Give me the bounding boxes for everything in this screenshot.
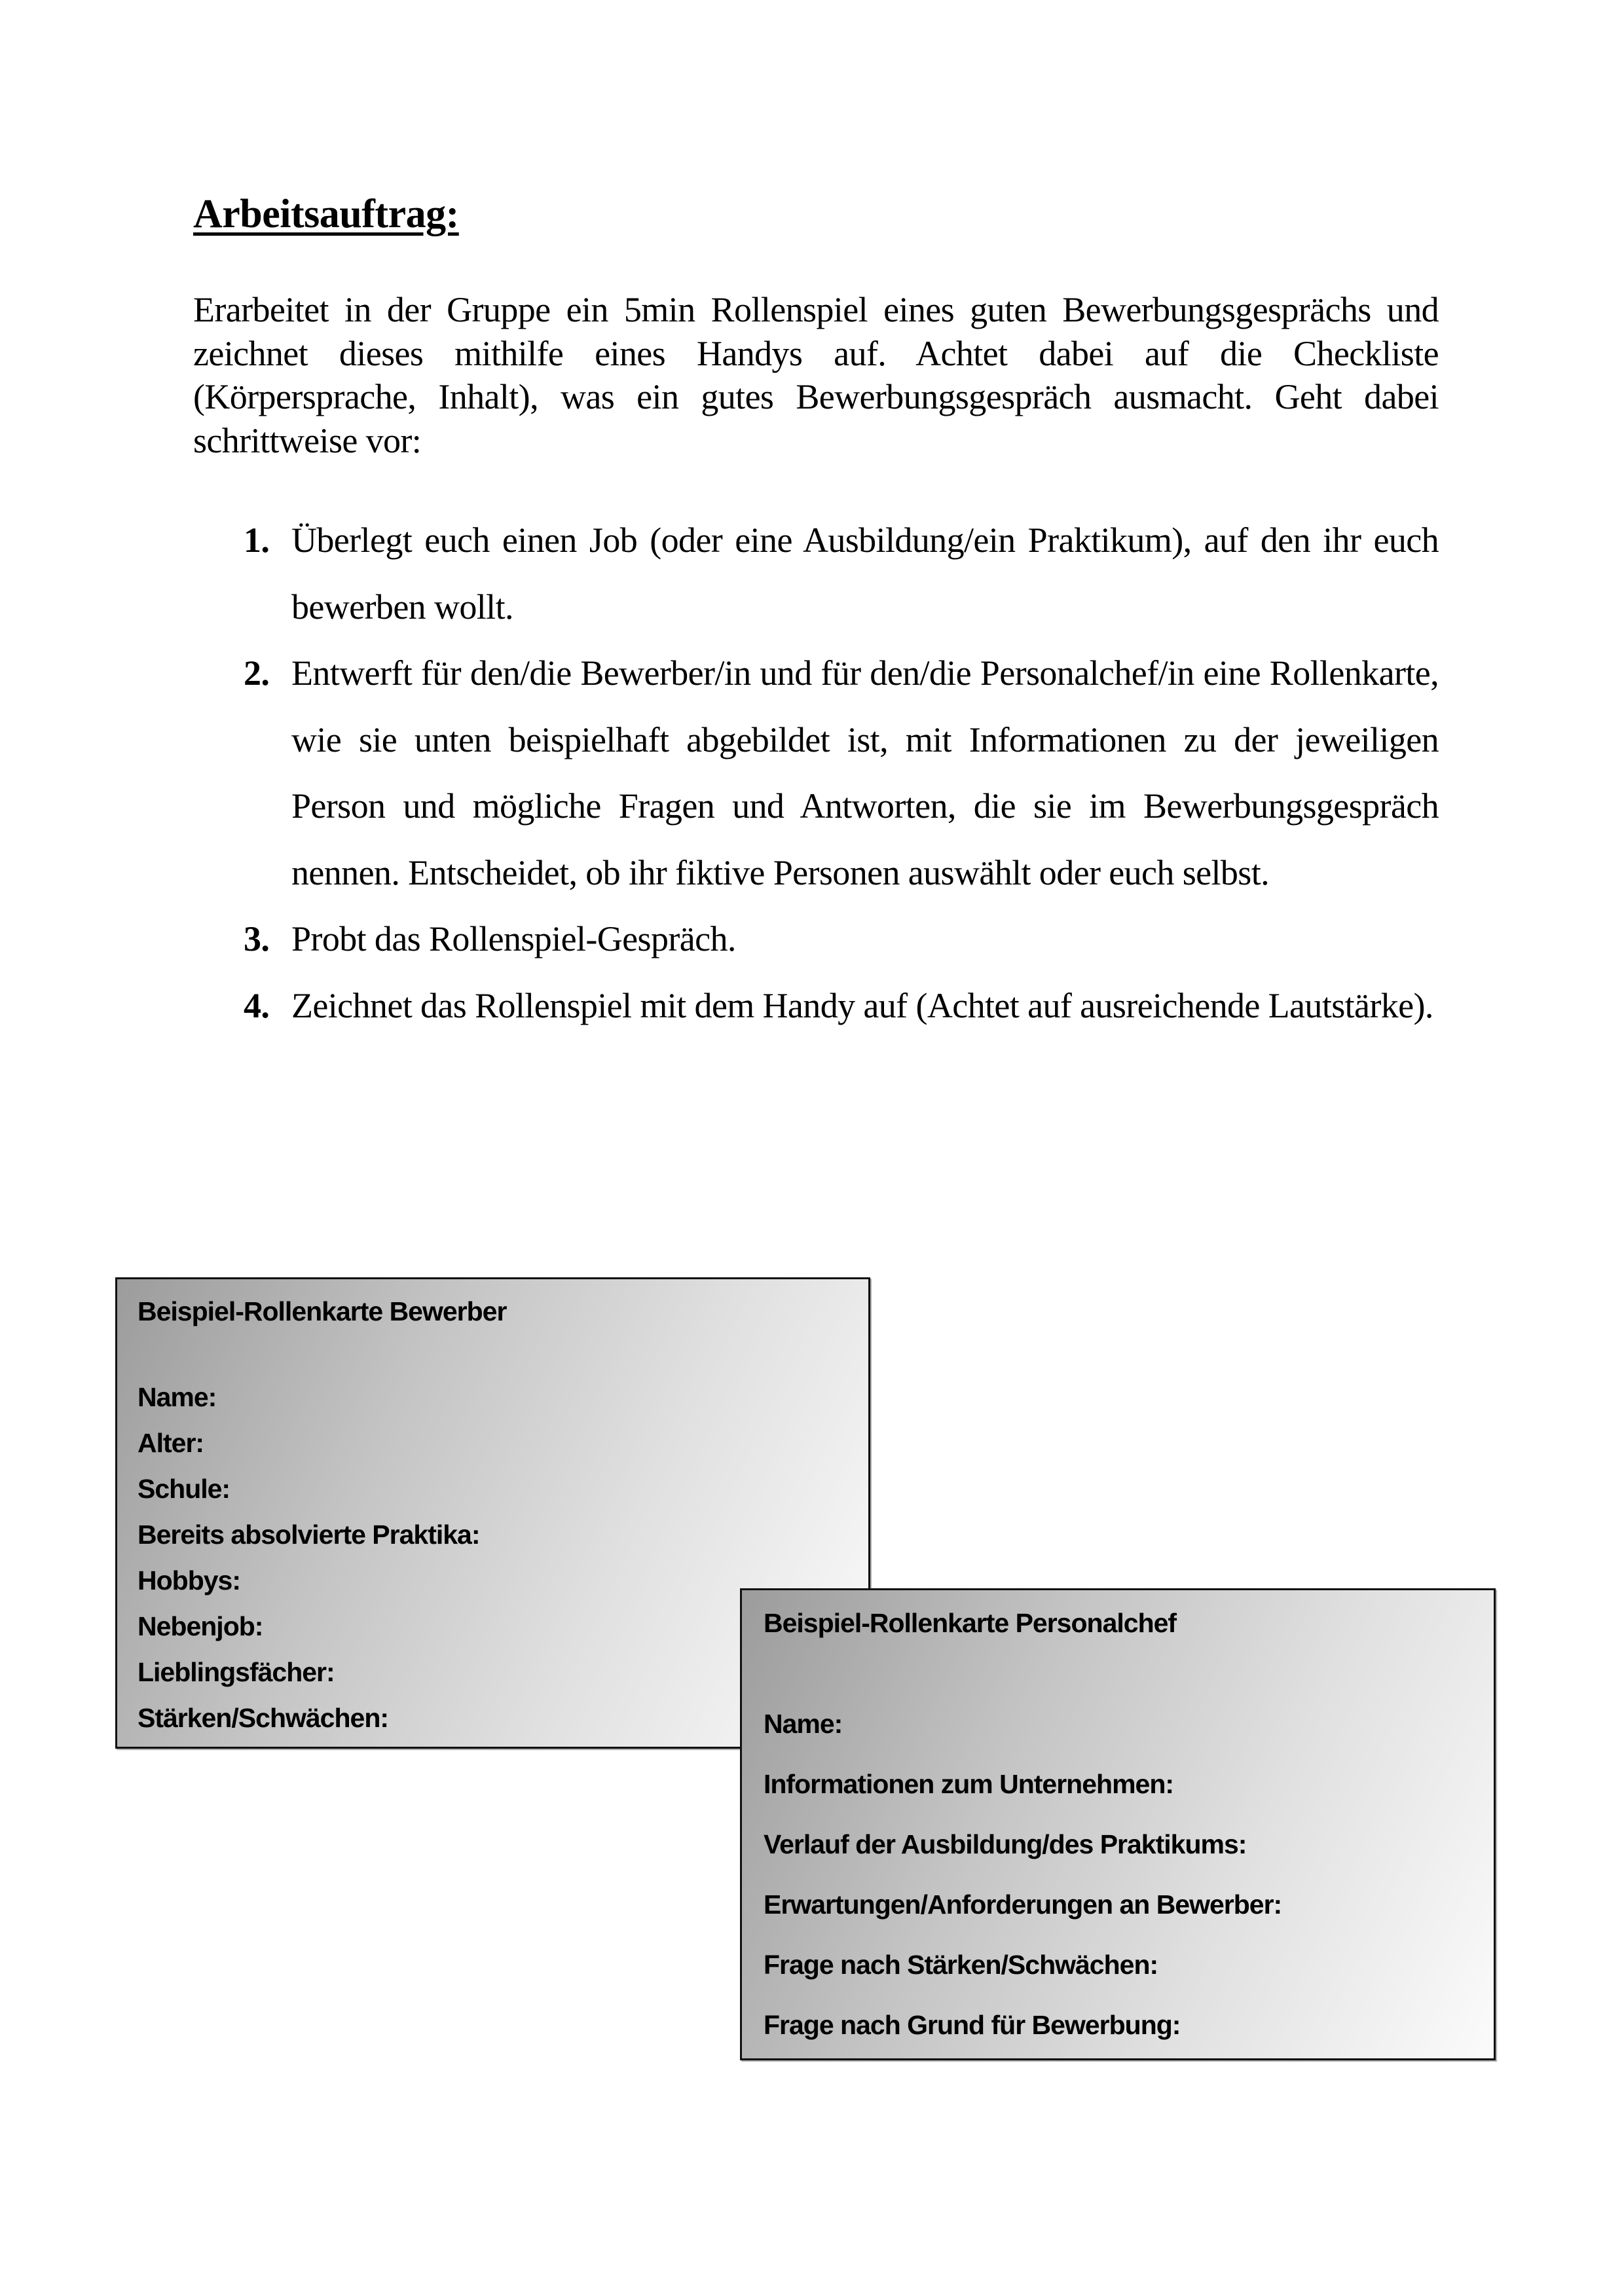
task-step — [244, 973, 1439, 1040]
card-field-favorite-subjects: Lieblingsfächer: — [138, 1657, 335, 1687]
applicant-card-fields — [138, 1374, 480, 1741]
step-number: 3. — [244, 919, 270, 958]
applicant-card-title: Beispiel-Rollenkarte Bewerber — [138, 1296, 507, 1326]
card-field-side-job: Nebenjob: — [138, 1611, 263, 1641]
step-text: Probt das Rollenspiel-Gespräch. — [291, 919, 736, 958]
card-field-strengths-question: Frage nach Stärken/Schwächen: — [764, 1950, 1158, 1980]
task-step — [244, 507, 1439, 640]
hr-card-fields — [764, 1694, 1282, 2055]
step-text: Entwerft für den/die Bewerber/in und für den/die Personalchef/in eine Rollenkarte, wie sie unten beispielhaft abgebildet ist, mit Informationen zu der jeweiligen Person und mögliche Fragen und Antworten, die sie im Bewerbungsgespräch nennen. Entscheidet, ob ihr fiktive Personen auswählt oder euch selbst. — [291, 653, 1439, 892]
card-field-reason-question: Frage nach Grund für Bewerbung: — [764, 2010, 1181, 2040]
step-number: 1. — [244, 520, 270, 560]
step-number: 4. — [244, 985, 270, 1025]
hr-manager-role-card — [740, 1588, 1496, 2060]
card-field-training-course: Verlauf der Ausbildung/des Praktikums: — [764, 1829, 1247, 1859]
task-intro-paragraph: Erarbeitet in der Gruppe ein 5min Rollenspiel eines guten Bewerbungsgesprächs und zeichnet dieses mithilfe eines Handys auf. Achtet dabei auf die Checkliste (Körpersprache, Inhalt), was ein gutes Bewerbungsgespräch ausmacht. Geht dabei schrittweise vor: — [193, 290, 1439, 460]
task-steps-list — [244, 507, 1439, 1039]
card-field-school: Schule: — [138, 1474, 231, 1504]
step-text: Überlegt euch einen Job (oder eine Ausbildung/ein Praktikum), auf den ihr euch bewerben wollt. — [291, 520, 1439, 627]
card-field-age: Alter: — [138, 1428, 204, 1458]
card-field-company-info: Informationen zum Unternehmen: — [764, 1769, 1174, 1799]
card-field-hobbies: Hobbys: — [138, 1565, 240, 1595]
task-step — [244, 640, 1439, 906]
step-text: Zeichnet das Rollenspiel mit dem Handy auf (Achtet auf ausreichende Lautstärke). — [291, 985, 1433, 1025]
card-field-expectations: Erwartungen/Anforderungen an Bewerber: — [764, 1889, 1282, 1920]
hr-card-title: Beispiel-Rollenkarte Personalchef — [764, 1608, 1177, 1638]
card-field-name: Name: — [764, 1709, 843, 1739]
page-heading: Arbeitsauftrag: — [193, 192, 459, 236]
task-step — [244, 906, 1439, 973]
card-field-internships: Bereits absolvierte Praktika: — [138, 1520, 480, 1550]
card-field-name: Name: — [138, 1382, 217, 1412]
card-field-strengths-weaknesses: Stärken/Schwächen: — [138, 1703, 389, 1733]
step-number: 2. — [244, 653, 270, 693]
